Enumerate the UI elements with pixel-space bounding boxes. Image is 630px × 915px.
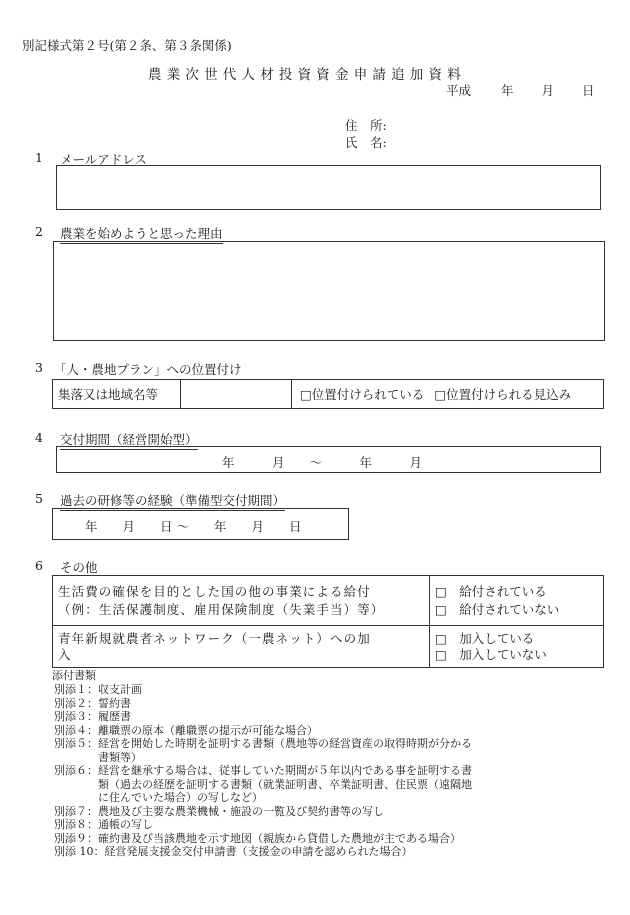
network-question-line1: 青年新規就農者ネットワーク（一農ネット）への加	[58, 630, 371, 646]
option-positioned[interactable]: □位置付けられている	[300, 387, 425, 402]
attachment-item: 類（過去の経歴を証明する書類（就業証明書、卒業証明書、住民票（遠隔地	[54, 777, 472, 791]
address-label: 住 所:	[345, 118, 387, 133]
section-1-number: 1	[35, 150, 43, 165]
form-id: 別記様式第２号(第２条、第３条関係)	[22, 38, 232, 53]
attachment-item: 書類等）	[54, 750, 142, 764]
network-question-line2: 入	[58, 646, 72, 662]
benefit-options	[430, 576, 604, 626]
date-era: 平成	[446, 83, 472, 98]
date-month: 月	[541, 83, 555, 98]
area-name-field[interactable]	[181, 380, 292, 409]
attachments-title: 添付書類	[52, 669, 96, 682]
section-2-title: 農業を始めようと思った理由	[60, 224, 223, 244]
option-not-joined[interactable]: □ 加入していない	[435, 646, 547, 662]
option-expected[interactable]: □位置付けられる見込み	[434, 387, 572, 402]
reason-field[interactable]	[53, 241, 605, 341]
option-benefit-not-received[interactable]: □ 給付されていない	[435, 601, 560, 617]
section-4-number: 4	[35, 430, 43, 445]
attachment-item: 別添１：収支計画	[54, 683, 142, 696]
attachment-item: 別添７：農地及び主要な農業機械・施設の一覧及び契約書等の写し	[54, 804, 384, 818]
section-5-number: 5	[35, 491, 43, 506]
section-2-number: 2	[35, 224, 43, 239]
option-benefit-received[interactable]: □ 給付されている	[435, 583, 547, 599]
section-3-title: 「人・農地プラン」への位置付け	[54, 360, 242, 380]
email-field[interactable]	[56, 165, 601, 210]
benefit-question-line1: 生活費の確保を目的とした国の他の事業による給付	[58, 583, 371, 599]
grant-period-text: 年 月 ～ 年 月	[222, 455, 423, 470]
attachment-item: に住んでいた場合）の写しなど）	[54, 791, 263, 804]
section-6-number: 6	[35, 558, 43, 573]
date-line	[446, 81, 595, 99]
attachment-item: 別添９：確約書及び当該農地を示す地図（親族から貸借した農地が主である場合）	[54, 831, 461, 845]
section-3-number: 3	[35, 360, 43, 375]
attachment-item: 別添２：誓約書	[54, 696, 131, 710]
name-label: 氏 名:	[345, 135, 387, 150]
benefit-question-line2: （例：生活保護制度、雇用保険制度（失業手当）等）	[58, 601, 385, 617]
attachment-item: 別添６：経営を継承する場合は、従事していた期間が５年以内である事を証明する書	[54, 764, 472, 777]
network-question	[53, 626, 430, 668]
section-4-title: 交付期間（経営開始型）	[60, 430, 198, 450]
plan-position-options	[292, 380, 604, 409]
attachment-item: 別添３：履歴書	[54, 710, 131, 723]
area-name-label: 集落又は地域名等	[53, 380, 181, 409]
training-period-field[interactable]	[52, 508, 349, 540]
network-options	[430, 626, 604, 668]
attachment-item: 別添８：通帳の写し	[54, 818, 153, 831]
benefit-question	[53, 576, 430, 626]
option-joined[interactable]: □ 加入している	[435, 630, 535, 646]
section-5-title: 過去の研修等の経験（準備型交付期間）	[60, 491, 285, 511]
date-day: 日	[582, 83, 595, 98]
grant-period-field[interactable]	[56, 446, 601, 473]
other-table	[52, 575, 604, 668]
plan-position-table	[52, 379, 604, 409]
date-year: 年	[501, 83, 514, 98]
section-6-title: その他	[60, 560, 98, 575]
section-1-title: メールアドレス	[60, 152, 147, 167]
training-period-text: 年 月 日 ～ 年 月 日	[85, 519, 302, 534]
attachments-list	[54, 683, 472, 859]
attachment-item: 別添４：離職票の原本（離職票の提示が可能な場合）	[54, 723, 318, 737]
attachment-item: 別添 10：経営発展支援金交付申請書（支援金の申請を認められた場合）	[54, 845, 413, 858]
attachment-item: 別添５：経営を開始した時期を証明する書類（農地等の経営資産の取得時期が分かる	[54, 737, 472, 750]
document-title: 農業次世代人材投資資金申請追加資料	[148, 67, 466, 83]
